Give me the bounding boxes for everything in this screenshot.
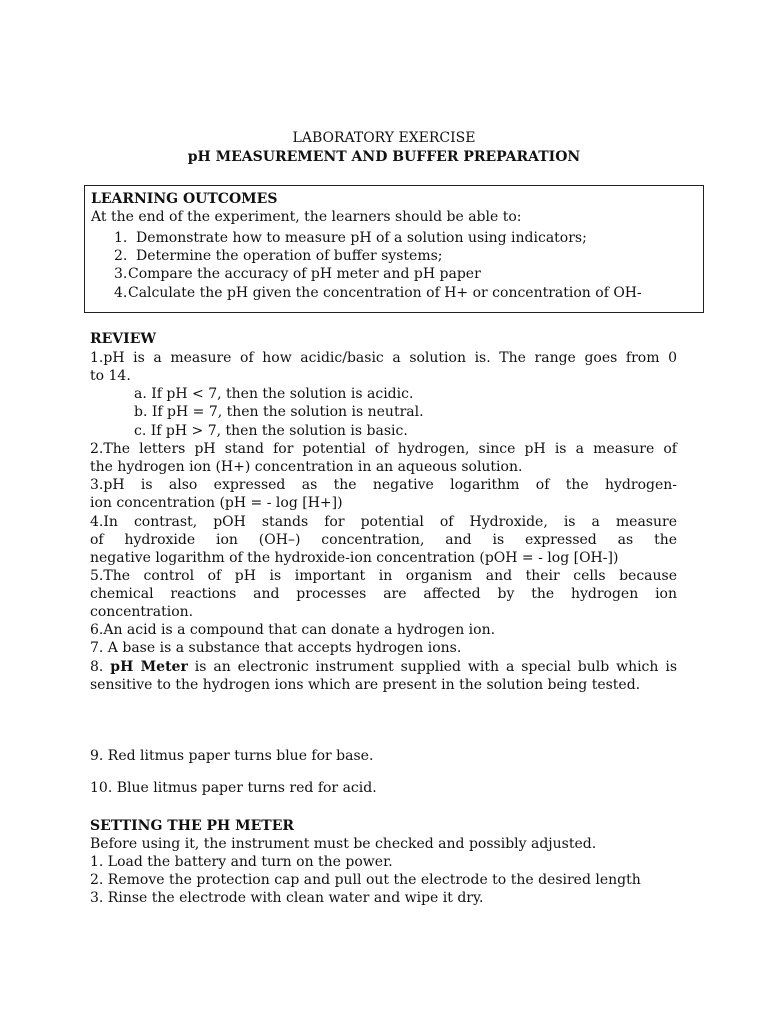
- review-p8-term: pH Meter: [110, 659, 188, 675]
- review-p8-line1: [90, 658, 677, 676]
- document-title: pH MEASUREMENT AND BUFFER PREPARATION: [187, 149, 581, 165]
- review-p2-line2: the hydrogen ion (H+) concentration in an aqueous solution.: [90, 459, 523, 475]
- setting-intro: Before using it, the instrument must be checked and possibly adjusted.: [90, 836, 597, 852]
- review-p8-line2: sensitive to the hydrogen ions which are present in the solution being tested.: [90, 677, 641, 693]
- learning-outcomes-intro: At the end of the experiment, the learners should be able to:: [91, 209, 522, 225]
- review-p8-text: is an electronic instrument supplied with a special bulb which is: [187, 659, 678, 675]
- review-p5-line1: 5.The control of pH is important in organism and their cells because: [90, 568, 677, 584]
- setting-step: 3. Rinse the electrode with clean water and wipe it dry.: [90, 890, 484, 906]
- outcome-text: Calculate the pH given the concentration of H+ or concentration of OH-: [128, 285, 642, 301]
- review-p1-line1: 1.pH is a measure of how acidic/basic a solution is. The range goes from 0: [90, 350, 677, 366]
- review-p6: 6.An acid is a compound that can donate a hydrogen ion.: [90, 622, 496, 638]
- review-p8-number: 8.: [90, 659, 111, 675]
- setting-heading: SETTING THE PH METER: [90, 818, 295, 834]
- outcome-text: Compare the accuracy of pH meter and pH paper: [128, 266, 481, 282]
- outcome-number: 4.: [114, 285, 128, 301]
- setting-step: 1. Load the battery and turn on the power.: [90, 854, 393, 870]
- review-p7: 7. A base is a substance that accepts hydrogen ions.: [90, 640, 462, 656]
- review-heading: REVIEW: [90, 331, 157, 347]
- review-p9: 9. Red litmus paper turns blue for base.: [90, 748, 374, 764]
- setting-step: 2. Remove the protection cap and pull out the electrode to the desired length: [90, 872, 641, 888]
- outcome-number: 3.: [114, 266, 128, 282]
- document-subtitle: LABORATORY EXERCISE: [292, 130, 476, 146]
- review-p5-line2: chemical reactions and processes are affected by the hydrogen ion: [90, 586, 677, 602]
- outcome-number: 1.: [114, 230, 128, 246]
- review-p1-item-a: a. If pH < 7, then the solution is acidic.: [134, 386, 414, 402]
- learning-outcomes-heading: LEARNING OUTCOMES: [91, 191, 278, 207]
- review-p3-line2: ion concentration (pH = - log [H+]): [90, 495, 343, 511]
- review-p1-line2: to 14.: [90, 368, 131, 384]
- review-p1-item-b: b. If pH = 7, then the solution is neutral.: [134, 404, 424, 420]
- outcome-text: Determine the operation of buffer systems;: [136, 248, 443, 264]
- review-p4-line3: negative logarithm of the hydroxide-ion concentration (pOH = - log [OH-]): [90, 550, 619, 566]
- review-p5-line3: concentration.: [90, 604, 194, 620]
- outcome-text: Demonstrate how to measure pH of a solution using indicators;: [136, 230, 587, 246]
- outcome-number: 2.: [114, 248, 128, 264]
- review-p4-line2: of hydroxide ion (OH–) concentration, and is expressed as the: [90, 532, 677, 548]
- review-p1-item-c: c. If pH > 7, then the solution is basic.: [134, 423, 408, 439]
- review-p4-line1: 4.In contrast, pOH stands for potential of Hydroxide, is a measure: [90, 514, 677, 530]
- review-p3-line1: 3.pH is also expressed as the negative logarithm of the hydrogen-: [90, 477, 677, 493]
- review-p10: 10. Blue litmus paper turns red for acid.: [90, 780, 377, 796]
- review-p2-line1: 2.The letters pH stand for potential of hydrogen, since pH is a measure of: [90, 441, 677, 457]
